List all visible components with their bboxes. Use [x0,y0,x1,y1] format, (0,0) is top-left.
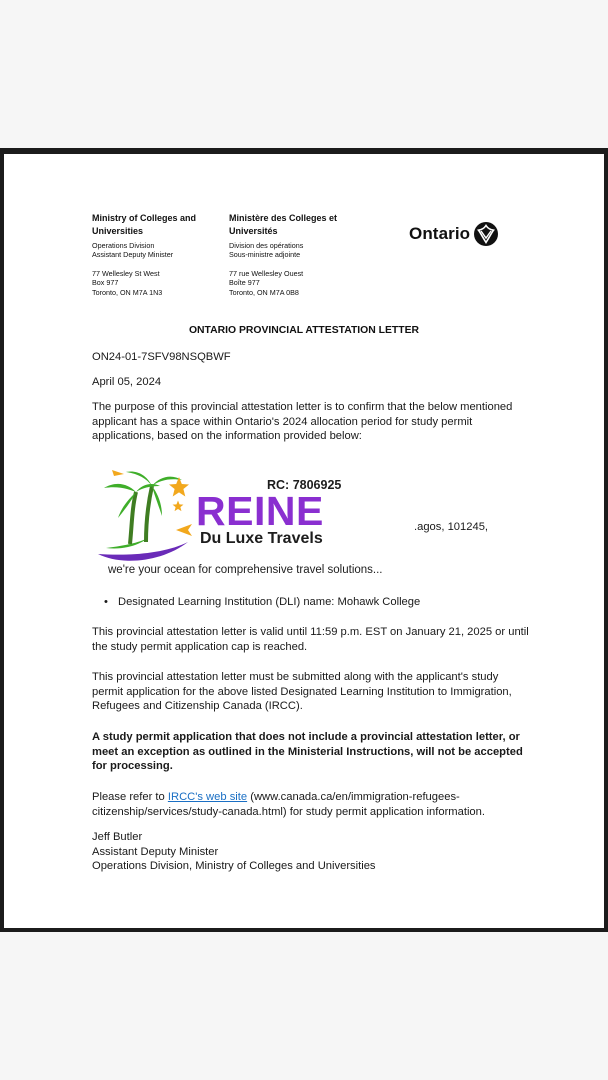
address-line: Boîte 977 [229,278,260,288]
airplane-icon [174,520,194,540]
signatory-name: Jeff Butler [92,831,143,843]
palm-tree-icon [92,458,202,568]
refer-paragraph [92,790,532,819]
refer-suffix: (www.canada.ca/en/immigration-refugees-citizenship/services/study-canada.html) for study permit application information. [92,791,485,818]
brand-subtitle: Du Luxe Travels [200,530,323,547]
signatory-title: Assistant Deputy Minister [92,845,219,858]
address-line: 77 Wellesley St West [92,268,160,278]
refer-prefix: Please refer to [92,791,168,803]
ontario-logo [409,222,498,246]
warning-paragraph: A study permit application that does not include a provincial attestation letter, or meet an exception as outlined in the Ministerial Instructions, will not be accepted for processing. [92,731,523,773]
address-line: Toronto, ON M7A 1N3 [92,287,163,297]
list-item [104,595,544,610]
travel-agency-logo-overlay [92,454,412,584]
reference-number: ON24-01-7SFV98NSQBWF [92,351,231,363]
star-icon [172,500,184,512]
division-line: Division des opérations [229,241,304,250]
purpose-paragraph: The purpose of this provincial attestation letter is to confirm that the below mentioned applicant has a space within Ontario's 2024 allocation period for study permit applications, based on the information provided below: [92,401,513,443]
signature-block [92,830,532,874]
star-icon [168,476,190,498]
brand-name: REINE [196,488,324,534]
letter-date: April 05, 2024 [92,376,162,388]
signatory-office: Operations Division, Ministry of Colleges and Universities [92,860,376,873]
letter-title: ONTARIO PROVINCIAL ATTESTATION LETTER [188,325,420,336]
ircc-website-link[interactable]: IRCC's web site [167,791,248,803]
validity-paragraph: This provincial attestation letter is valid until 11:59 p.m. EST on January 21, 2025 or until the study permit application cap is reached. [92,626,529,653]
obscured-address-fragment: .agos, 101245, [414,521,489,533]
ministry-name-fr: Ministère des Colleges et Universités [229,213,338,236]
letter-page [4,154,604,928]
ministry-header-english [92,212,212,297]
ministry-header-french [229,212,349,297]
division-line: Sous-ministre adjointe [229,250,301,260]
rc-number: RC: 7806925 [267,478,342,492]
division-line: Operations Division [92,241,155,250]
brand-tagline: we're your ocean for comprehensive travel solutions... [108,564,383,576]
submission-paragraph: This provincial attestation letter must be submitted along with the applicant's study permit application for the above listed Designated Learning Institution to Immigration, Refugees and Citizenship Canada (IRCC). [92,671,512,713]
bullet-icon: • [104,596,108,608]
ministry-name-en: Ministry of Colleges and Universities [92,213,197,236]
address-line: Box 977 [92,278,119,288]
address-line: 77 rue Wellesley Ouest [229,268,304,278]
division-line: Assistant Deputy Minister [92,250,174,260]
ontario-wordmark: Ontario [409,224,471,243]
trillium-icon [474,222,498,246]
dli-name: Designated Learning Institution (DLI) name: Mohawk College [118,596,421,608]
address-line: Toronto, ON M7A 0B8 [229,287,299,297]
